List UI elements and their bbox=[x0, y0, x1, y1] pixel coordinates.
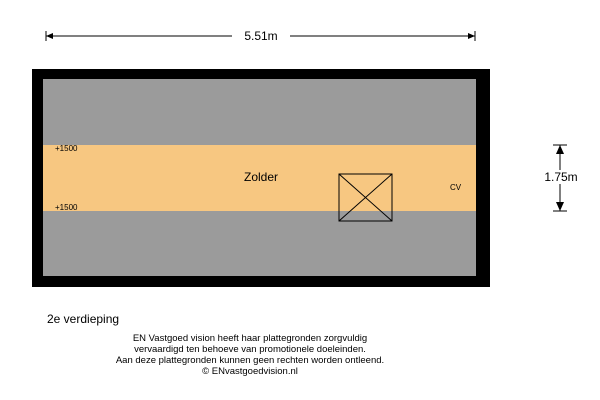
cv-label: CV bbox=[450, 183, 462, 192]
width-label: 5.51m bbox=[244, 29, 278, 43]
disclaimer-line: Aan deze plattegronden kunnen geen rechten worden ontleend. bbox=[115, 355, 385, 366]
disclaimer bbox=[0, 333, 500, 377]
disclaimer-line: vervaardigd ten behoeve van promotionele doeleinden. bbox=[134, 344, 366, 355]
floor-label: 2e verdieping bbox=[47, 312, 120, 326]
height-mark-top: +1500 bbox=[55, 144, 78, 153]
room-name: Zolder bbox=[243, 170, 279, 184]
width-dimension bbox=[46, 28, 475, 44]
copyright-line: © ENvastgoedvision.nl bbox=[202, 366, 298, 377]
height-dimension bbox=[535, 145, 587, 211]
disclaimer-line: EN Vastgoed vision heeft haar plattegronden zorgvuldig bbox=[132, 333, 368, 344]
height-mark-bottom: +1500 bbox=[55, 203, 78, 212]
height-label: 1.75m bbox=[544, 170, 578, 184]
